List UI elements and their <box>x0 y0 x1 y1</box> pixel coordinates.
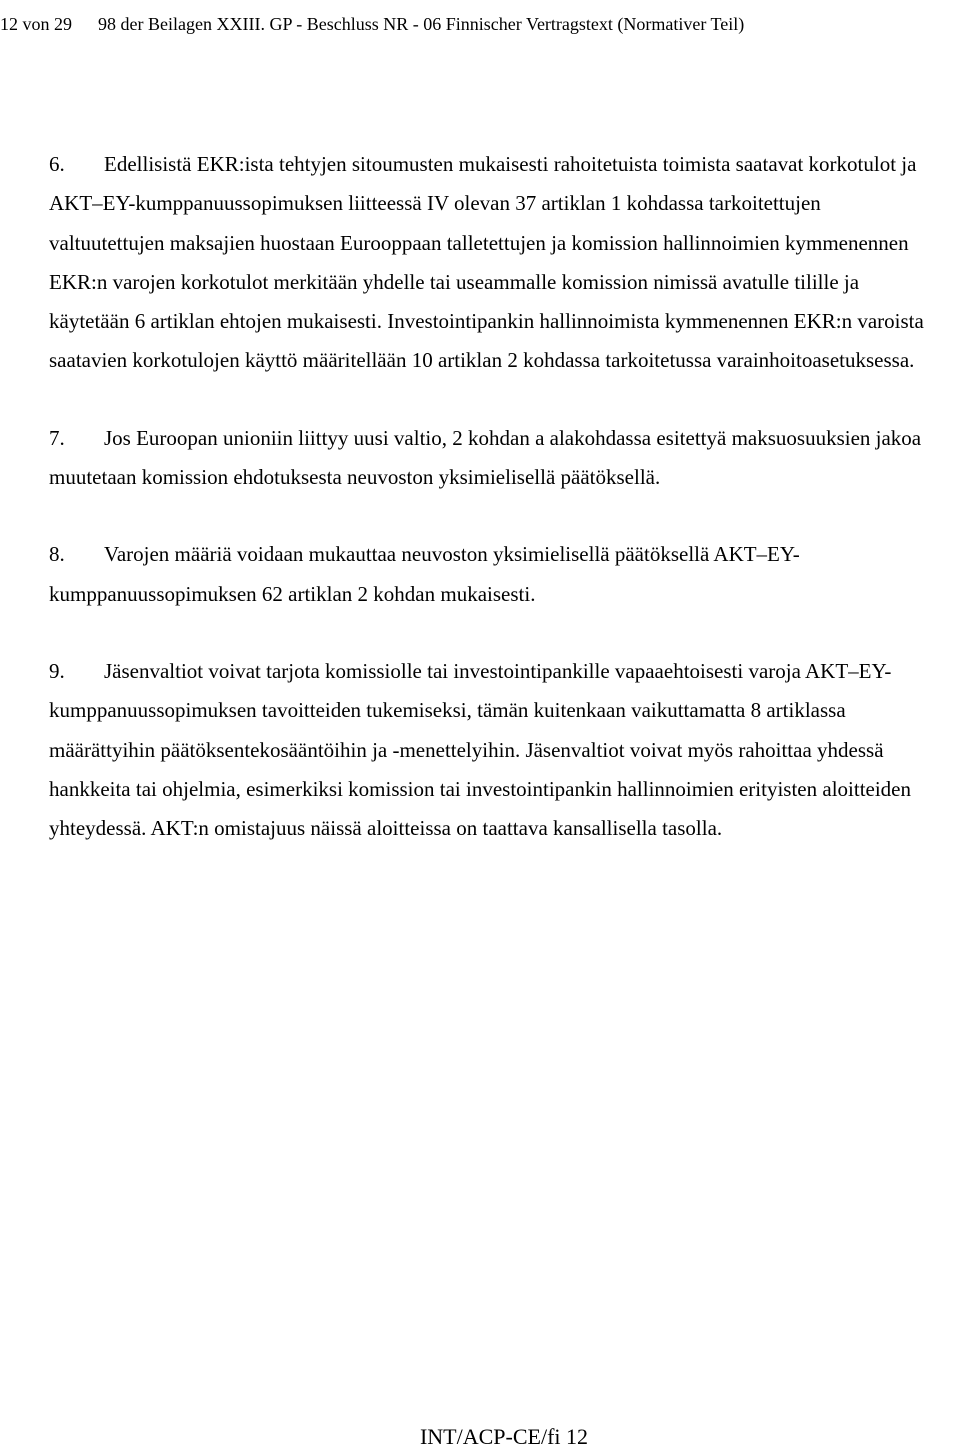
paragraph-number: 6. <box>49 152 65 176</box>
document-title: 98 der Beilagen XXIII. GP - Beschluss NR - 06 Finnischer Vertragstext (Normativer Teil) <box>98 14 745 34</box>
document-body <box>49 145 924 886</box>
paragraph-number: 9. <box>49 658 65 683</box>
paragraph-text: Varojen määriä voidaan mukauttaa neuvoston yksimielisellä päätöksellä AKT–EY-kumppanuussopimuksen 62 artiklan 2 kohdan mukaisesti. <box>49 542 800 606</box>
paragraph-7 <box>49 419 924 498</box>
page-indicator: 12 von 29 <box>0 14 72 34</box>
paragraph-text: Edellisistä EKR:ista tehtyjen sitoumusten mukaisesti rahoitetuista toimista saatavat korkotulot ja AKT–EY-kumppanuussopimuksen liitteessä IV olevan 37 artiklan 1 kohdassa tarkoitettujen valtuutettujen maksajien huostaan Eurooppaan talletettujen ja komission hallinnoimien kymmenennen EKR:n varojen korkotulot merkitään yhdelle tai useammalle komission nimissä avatulle tilille ja käytetään 6 artiklan ehtojen mukaisesti. Investointipankin hallinnoimista kymmenennen EKR:n varoista saatavien korkotulojen käyttö määritellään 10 artiklan 2 kohdassa tarkoitetussa varainhoitoasetuksessa. <box>49 152 924 373</box>
paragraph-8 <box>49 535 924 614</box>
page-header <box>0 12 960 36</box>
paragraph-text: Jäsenvaltiot voivat tarjota komissiolle tai investointipankille vapaaehtoisesti varoja AKT–EY-kumppanuussopimuksen tavoitteiden tukemiseksi, tämän kuitenkaan vaikuttamatta 8 artiklassa määrättyihin päätöksentekosääntöihin ja -menettelyihin. Jäsenvaltiot voivat myös rahoittaa yhdessä hankkeita tai ohjelmia, esimerkiksi komission tai investointipankin hallinnoimien erityisten aloitteiden yhteydessä. AKT:n omistajuus näissä aloitteissa on taattava kansallisella tasolla. <box>49 658 912 841</box>
paragraph-6 <box>49 145 924 381</box>
paragraph-number: 7. <box>49 425 65 450</box>
document-code: INT/ACP-CE/fi 12 <box>419 1424 589 1449</box>
paragraph-text: Jos Euroopan unioniin liittyy uusi valtio, 2 kohdan a alakohdassa esitettyä maksuosuuksien jakoa muutetaan komission ehdotuksesta neuvoston yksimielisellä päätöksellä. <box>49 425 922 490</box>
page-footer <box>0 1424 960 1450</box>
paragraph-number: 8. <box>49 542 65 567</box>
paragraph-9 <box>49 652 924 848</box>
